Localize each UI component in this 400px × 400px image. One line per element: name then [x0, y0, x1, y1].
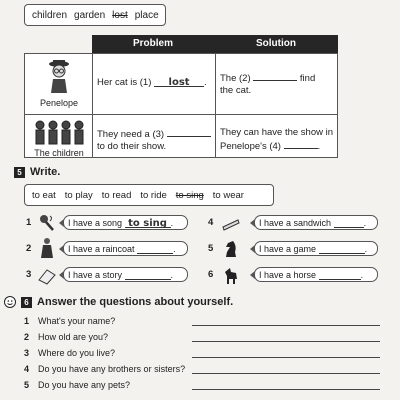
answer-blank-item3[interactable]: [125, 270, 171, 280]
item-number: 6: [208, 269, 214, 280]
section5-title: Write.: [30, 166, 61, 178]
section6-heading: [4, 296, 233, 308]
answer-blank-item5[interactable]: [319, 244, 365, 254]
verb-to-play: to play: [64, 189, 93, 201]
word-lost-struck: lost: [112, 9, 128, 21]
question-text: Do you have any brothers or sisters?: [38, 364, 186, 374]
character-penelope: Penelope: [39, 98, 79, 108]
section6-title: Answer the questions about yourself.: [37, 296, 234, 308]
word-garden: garden: [74, 9, 106, 21]
verb-to-sing-struck: to sing: [175, 189, 204, 201]
answer-blank-3[interactable]: [167, 127, 211, 137]
sentence-bubble-4: I have a sandwich .: [254, 215, 378, 230]
horse-icon: [222, 265, 240, 285]
row1-problem: Her cat is (1) lost .: [97, 77, 207, 88]
children-icon: [33, 120, 85, 146]
section5-heading: [14, 166, 60, 178]
answer-line-3[interactable]: [192, 357, 380, 358]
sentence-bubble-3: I have a story .: [63, 267, 188, 282]
question-row-2: 2 How old are you?: [24, 332, 109, 342]
word-place: place: [134, 9, 159, 21]
book-icon: [38, 265, 56, 285]
answer-blank-item6[interactable]: [319, 270, 361, 280]
answer-blank-item4[interactable]: [334, 218, 364, 228]
penelope-icon: [47, 59, 71, 93]
section6-number: 6: [21, 297, 32, 308]
verb-to-ride: to ride: [140, 189, 167, 201]
question-row-3: 3 Where do you live?: [24, 348, 116, 358]
answer-line-5[interactable]: [192, 389, 380, 390]
question-row-1: 1 What's your name?: [24, 316, 116, 326]
sentence-bubble-5: I have a game .: [254, 241, 378, 256]
verb-to-read: to read: [101, 189, 132, 201]
sentence-bubble-2: I have a raincoat .: [63, 241, 188, 256]
chess-knight-icon: [222, 238, 240, 258]
row2-solution: They can have the show in Penelope's (4) .: [220, 127, 334, 152]
question-row-4: 4 Do you have any brothers or sisters?: [24, 364, 186, 374]
sandwich-icon: [222, 213, 240, 233]
item-number: 2: [26, 243, 32, 254]
table-grid: [24, 53, 338, 158]
sentence-bubble-1: I have a song to sing .: [63, 215, 188, 230]
microphone-icon: [38, 213, 56, 233]
sentence-bubble-6: I have a horse .: [254, 267, 378, 282]
item-number: 1: [26, 217, 32, 228]
header-problem: Problem: [132, 38, 173, 49]
answer-blank-item2[interactable]: [137, 244, 173, 254]
pencil-head-icon: [4, 296, 16, 308]
answer-line-2[interactable]: [192, 341, 380, 342]
question-row-5: 5 Do you have any pets?: [24, 380, 131, 390]
answer-to-sing: to sing: [128, 217, 167, 229]
question-text: Do you have any pets?: [38, 380, 131, 390]
row1-solution: The (2) find the cat.: [220, 73, 316, 96]
row2-problem: They need a (3) to do their show.: [97, 127, 211, 153]
character-children: The children: [34, 148, 84, 158]
verb-to-eat: to eat: [32, 189, 56, 201]
section5-number: 5: [14, 167, 25, 178]
word-children: children: [32, 9, 68, 21]
word-box: [24, 4, 166, 26]
answer-blank-2[interactable]: [253, 71, 297, 81]
question-text: What's your name?: [38, 316, 116, 326]
item-number: 3: [26, 269, 32, 280]
question-text: Where do you live?: [38, 348, 116, 358]
answer-line-4[interactable]: [192, 373, 380, 374]
item-number: 4: [208, 217, 214, 228]
answer-line-1[interactable]: [192, 325, 380, 326]
verb-box: [24, 184, 274, 206]
answer-blank-4[interactable]: [284, 139, 318, 149]
question-text: How old are you?: [38, 332, 109, 342]
item-number: 5: [208, 243, 214, 254]
header-solution: Solution: [256, 38, 296, 49]
problem-solution-table: [24, 35, 338, 158]
raincoat-icon: [38, 238, 56, 258]
answer-lost: lost: [168, 77, 190, 88]
verb-to-wear: to wear: [212, 189, 244, 201]
table-header: [92, 35, 338, 53]
